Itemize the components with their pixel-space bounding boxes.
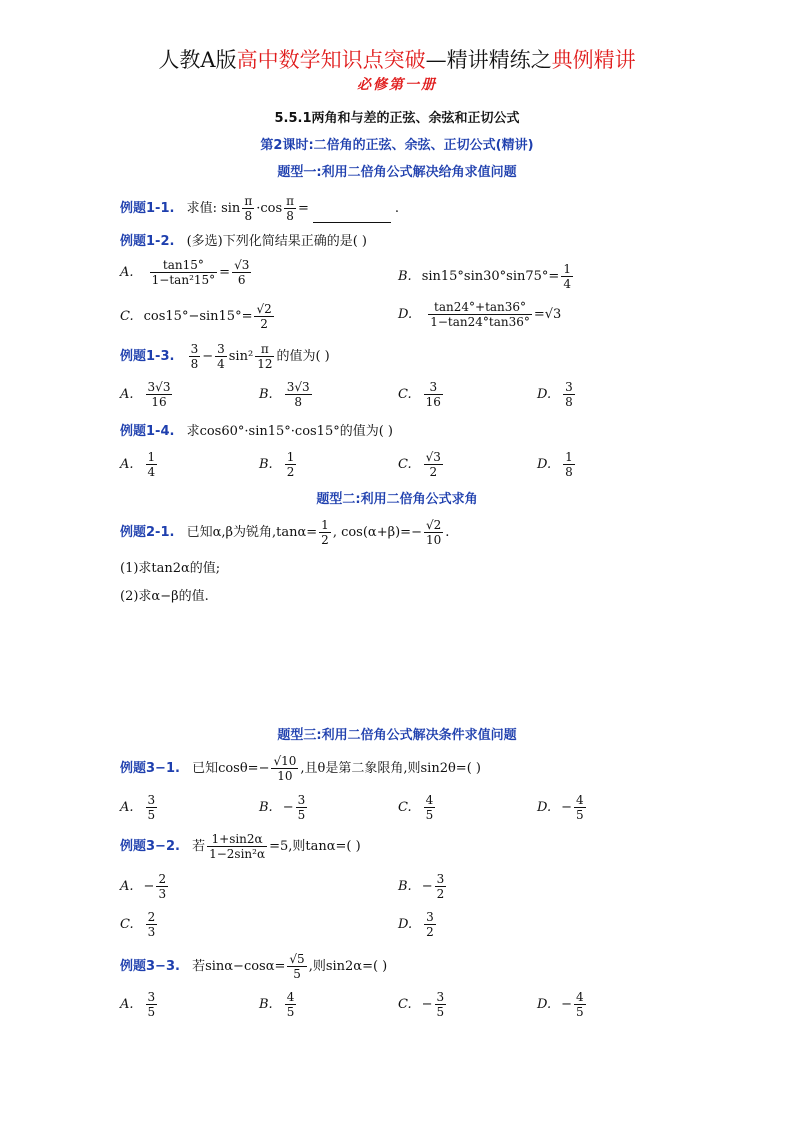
- option-c: C. $\frac{4}{5}$: [398, 793, 434, 822]
- example-text: 若sinα−cosα=: [192, 959, 286, 974]
- option-c: C. $\frac{3}{16}$: [398, 380, 441, 409]
- topic-heading-2: 题型二:利用二倍角公式求角: [316, 492, 478, 507]
- topic-heading-1: 题型一:利用二倍角公式解决给角求值问题: [277, 165, 517, 180]
- option-d: D. − $\frac{4}{5}$: [537, 793, 584, 822]
- option-d: D. $\frac{1}{8}$: [537, 450, 573, 479]
- example-label: 例题1-3.: [120, 349, 175, 364]
- example-1-3: 例题1-3. $\frac{3}{8}$ − $\frac{3}{4}$ sin² $\frac{\pi}{12}$ 的值为( ): [120, 342, 330, 371]
- example-text: 已知α,β为锐角,: [186, 525, 277, 540]
- example-2-1: 例题2-1. 已知α,β为锐角,tanα= $\frac{1}{2}$ , cos(α+β)=− $\frac{√2}{10}$ .: [120, 518, 450, 547]
- option-a: A. $\frac{3}{5}$: [120, 990, 156, 1019]
- option-d: D. $\frac{3}{2}$: [398, 910, 434, 939]
- example-text: 若: [192, 839, 206, 854]
- example-text: 的值为( ): [276, 349, 330, 364]
- question-2: (2)求α−β的值.: [120, 589, 209, 604]
- example-1-1: 例题1-1. 求值: sin $\frac{\pi}{8}$ ·cos $\frac{\pi}{8}$ = .: [120, 194, 400, 223]
- option-a: A. − $\frac{2}{3}$: [120, 872, 167, 901]
- section-heading: 5.5.1两角和与差的正弦、余弦和正切公式: [274, 111, 520, 126]
- example-text: 已知cosθ=: [192, 761, 259, 776]
- example-text: (多选)下列化简结果正确的是( ): [186, 234, 367, 249]
- example-text: 求值:: [186, 201, 217, 216]
- lesson-heading: 第2课时:二倍角的正弦、余弦、正切公式(精讲): [260, 138, 534, 153]
- document-subtitle: 必修第一册: [357, 77, 437, 93]
- option-c: C. $\frac{2}{3}$: [120, 910, 156, 939]
- option-a: A. $\frac{1}{4}$: [120, 450, 156, 479]
- title-part2: 高中数学知识点突破: [236, 48, 426, 72]
- option-a: A. $\frac{3}{5}$: [120, 793, 156, 822]
- example-text: ,则sin2α=( ): [308, 959, 388, 974]
- option-d: D. $\frac{\tan 24^\circ+\tan 36^\circ}{1-\tan 24^\circ\tan 36^\circ}$ =√3: [398, 300, 562, 329]
- option-c: C. − $\frac{3}{5}$: [398, 990, 445, 1019]
- option-c: C. cos15°−sin15°= $\frac{√2}{2}$: [120, 302, 272, 331]
- example-text: 求cos60°·sin15°·cos15°的值为( ): [186, 424, 394, 439]
- example-label: 例题1-1.: [120, 201, 175, 216]
- example-label: 例题3−3.: [120, 959, 180, 974]
- example-label: 例题1-2.: [120, 234, 175, 249]
- option-b: B. − $\frac{3}{5}$: [259, 793, 306, 822]
- title-part1: 人教A版: [158, 48, 237, 72]
- example-label: 例题3−1.: [120, 761, 180, 776]
- option-b: B. $\frac{4}{5}$: [259, 990, 295, 1019]
- example-3-1: 例题3−1. 已知cosθ=− $\frac{√10}{10}$ ,且θ是第二象限角,则sin2θ=( ): [120, 754, 481, 783]
- option-b: B. sin15°sin30°sin75°= $\frac{1}{4}$: [398, 262, 571, 291]
- option-b: B. $\frac{1}{2}$: [259, 450, 295, 479]
- example-text: ,且θ是第二象限角,则sin2θ=( ): [300, 761, 481, 776]
- example-text: =5,则tanα=( ): [269, 839, 361, 854]
- example-label: 例题2-1.: [120, 525, 175, 540]
- option-d: D. − $\frac{4}{5}$: [537, 990, 584, 1019]
- option-a: A. $\frac{\tan 15^\circ}{\text{1−tan²15°}}$ = $\frac{√3}{6}$: [120, 258, 250, 287]
- example-3-3: 例题3−3. 若sinα−cosα= $\frac{√5}{5}$ ,则sin2α=( ): [120, 952, 388, 981]
- topic-heading-3: 题型三:利用二倍角公式解决条件求值问题: [277, 728, 517, 743]
- option-b: B. − $\frac{3}{2}$: [398, 872, 445, 901]
- answer-blank: [313, 222, 391, 223]
- title-part4: 典例精讲: [551, 48, 636, 72]
- example-label: 例题1-4.: [120, 424, 175, 439]
- example-1-2: [120, 230, 367, 249]
- option-d: D. $\frac{3}{8}$: [537, 380, 573, 409]
- question-1: (1)求tan2α的值;: [120, 561, 221, 576]
- option-b: B. $\frac{3√3}{8}$: [259, 380, 310, 409]
- example-label: 例题3−2.: [120, 839, 180, 854]
- example-1-4: [120, 420, 393, 439]
- example-3-2: 例题3−2. 若 $\frac{1+\sin 2\alpha}{\text{1−2sin²α}}$ =5,则tanα=( ): [120, 832, 361, 861]
- option-a: A. $\frac{3√3}{16}$: [120, 380, 171, 409]
- document-title: [0, 44, 794, 74]
- option-c: C. $\frac{√3}{2}$: [398, 450, 441, 479]
- title-part3: —精讲精练之: [425, 48, 552, 72]
